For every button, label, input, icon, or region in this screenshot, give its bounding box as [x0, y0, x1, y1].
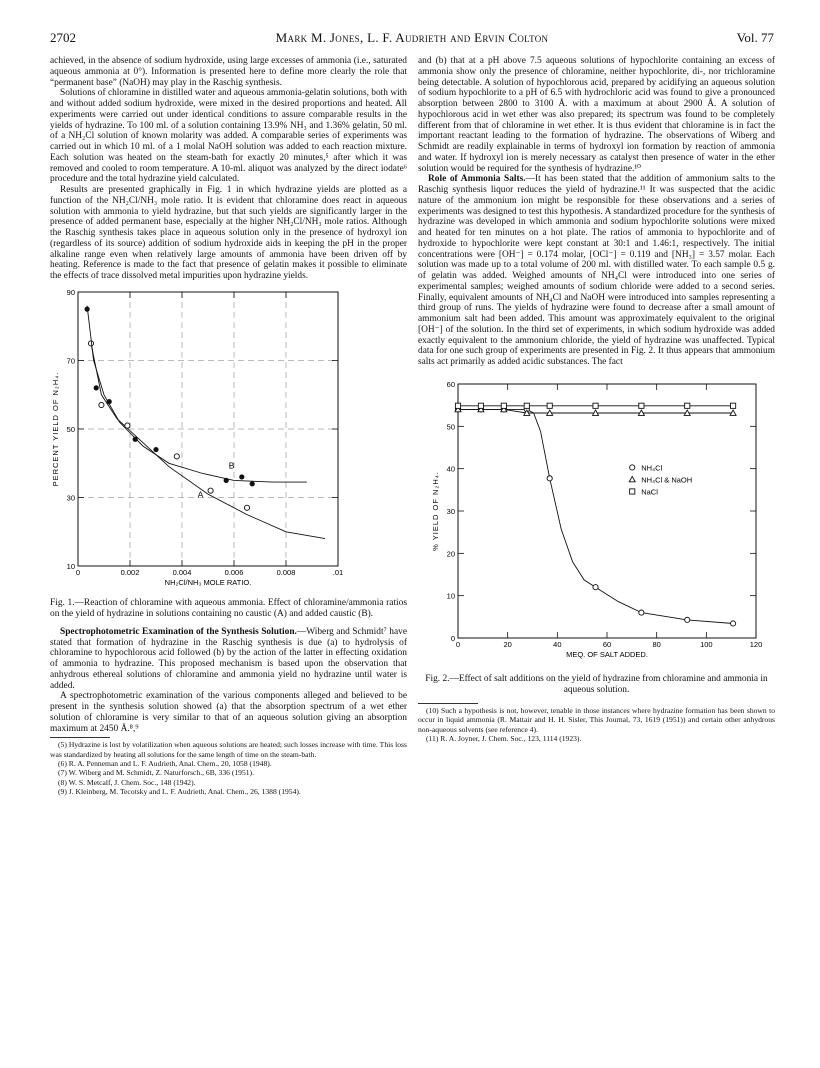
footnotes [418, 706, 775, 744]
data-point [639, 403, 644, 408]
data-point-b [107, 399, 112, 404]
y-tick-label: 0 [450, 633, 455, 643]
data-point [593, 584, 598, 589]
data-point [547, 403, 552, 408]
x-tick-label: 0.008 [276, 567, 296, 577]
y-tick-label: 30 [446, 506, 455, 516]
legend-label: NaCl [641, 487, 658, 497]
x-axis-label: MEQ. OF SALT ADDED. [566, 649, 648, 659]
footnote-rule [50, 737, 110, 738]
legend-marker [630, 489, 635, 494]
paragraph: A spectrophotometric examination of the various components alleged and believed to be present in the synthesis solution showed (a) that the absorption spectrum of a wet ether solution of chloramine is very similar to that of an aqueous solution giving an absorption maximum at 2450 Å.⁸,⁹ [50, 691, 407, 734]
x-tick-label: 0.004 [172, 567, 192, 577]
y-tick-label: 10 [446, 591, 455, 601]
paragraph: Results are presented graphically in Fig. 1 in which hydrazine yields are plotted as a function of the NH₂Cl/NH₃ mole ratio. It is evident that chloramine does react in aqueous solution with ammonia to yield hydrazine, but that such yields are significantly larger in the presence of added permanent base, especially at the higher NH₂Cl/NH₃ mole ratios. Although the Raschig synthesis takes place in aqueous solution only in the presence of hydroxyl ion (regardless of its source) addition of sodium hydroxide aids in keeping the pH in the proper alkaline range even when relatively large amounts of ammonia have been driven off by heating. Reference is made to the fact that presence of gelatin makes it possible to eliminate the effects of trace dissolved metal impurities upon hydrazine yields. [50, 185, 407, 281]
figure-1-chart [50, 286, 350, 596]
volume-label: Vol. 77 [736, 30, 774, 45]
x-tick-label: 120 [749, 639, 763, 649]
x-tick-label: 100 [700, 639, 713, 649]
series-line [458, 409, 733, 623]
data-point-b [85, 306, 90, 311]
y-tick-label: 20 [446, 549, 455, 559]
page-number: 2702 [50, 30, 76, 45]
y-axis-label: % YIELD OF N₂H₄. [431, 470, 440, 551]
data-point [455, 403, 460, 408]
data-point-b [250, 481, 255, 486]
y-tick-label: 40 [446, 464, 455, 474]
x-tick-label: 0 [75, 567, 81, 577]
paragraph: Solutions of chloramine in distilled water and aqueous ammonia-gelatin solutions, both with and without added sodium hydroxide, were mixed in the desired proportions and heated. All experiments were carried out under identical conditions to assure comparable results in the yields of hydrazine. To 100 ml. of a solution containing 13.9% NH₃ and 1.36% gelatin, 50 ml. of a NH₂Cl solution of known molarity was added. A comparable series of experiments was carried out in which 10 ml. of a 1 molal NaOH solution was added to each reaction mixture. Each solution was heated on the steam-bath for exactly 20 minutes,⁵ after which it was removed and cooled to room temperature. A 10-ml. aliquot was analyzed by the direct iodate⁶ procedure and the total hydrazine yield calculated. [50, 88, 407, 185]
plot-frame [458, 384, 756, 638]
data-point-a [125, 423, 130, 428]
section-heading: Spectrophotometric Examination of the Synthesis Solution. [60, 626, 297, 637]
x-tick-label: 40 [553, 639, 562, 649]
legend-label: NH₄Cl & NaOH [641, 475, 693, 485]
footnote: (7) W. Wiberg and M. Schmidt, Z. Naturforsch., 6B, 336 (1951). [58, 768, 254, 778]
x-tick-label: 0.006 [224, 567, 244, 577]
footnote: (9) J. Kleinberg, M. Tecotsky and L. F. Audrieth, Anal. Chem., 26, 1388 (1954). [58, 787, 301, 797]
y-tick-label: 50 [446, 422, 455, 432]
y-tick-label: 30 [66, 493, 75, 503]
footnote: (11) R. A. Joyner, J. Chem. Soc., 123, 1114 (1923). [426, 733, 582, 743]
data-point [547, 475, 552, 480]
y-axis-label: PERCENT YIELD OF N₂H₄. [51, 371, 60, 487]
data-point [685, 617, 690, 622]
x-tick-label: 0.002 [120, 567, 140, 577]
y-tick-label: 90 [66, 287, 75, 297]
data-point-b [224, 478, 229, 483]
data-point [639, 610, 644, 615]
data-point-a [99, 402, 104, 407]
series-curve-b [87, 305, 307, 481]
y-tick-label: 60 [446, 379, 455, 389]
data-point-b [153, 447, 158, 452]
series-curve-a [91, 343, 325, 538]
data-point-b [239, 474, 244, 479]
section-heading: Role of Ammonia Salts. [428, 174, 526, 185]
footnote: (5) Hydrazine is lost by volatilization when aqueous solutions are heated; such losses increase with time. This loss was standardized by heating all solutions for the same length of time on the steam-bath. [50, 740, 407, 759]
legend-marker [630, 465, 635, 470]
page-header [50, 30, 774, 48]
data-point [730, 621, 735, 626]
figure-2-chart [418, 372, 775, 672]
paragraph: and (b) that at a pH above 7.5 aqueous solutions of hypochlorite containing an excess of ammonia show only the presence of chloramine, neither hypochlorite, di-, nor trichloramine being detectable. A solution of hypochlorous acid, prepared by acidifying an aqueous solution of sodium hypochlorite to a pH of 6.5 with hydrochloric acid was found to give a pronounced absorption between 2800 to 3100 Å. with a maximum at about 2900 Å. A solution of hypochlorous acid in wet ether was also prepared; its spectrum was found to be completely different from that of chloramine in wet ether. It is thus evident that chloramine is in fact the important reactant leading to the formation of hydrazine. The observations of Wiberg and Schmidt are readily explainable in terms of hydroxyl ion formation by reaction of ammonia and water. If hydroxyl ion is merely necessary as catalyst then presence of water in the ether solution would be required for the synthesis of hydrazine.¹⁰ [418, 56, 775, 174]
legend-label: NH₄Cl [641, 463, 663, 473]
x-tick-label: 0 [455, 639, 461, 649]
data-point-b [94, 385, 99, 390]
footnote: (10) Such a hypothesis is not, however, tenable in those instances where hydrazine formation has been shown to occur in liquid ammonia (R. Mattair and H. H. Sisler, This Journal, 73, 1619 (1951)) and certain other anhydrous non-aqueous solvents (see reference 4). [418, 705, 775, 734]
x-axis-label: NH₂Cl/NH₃ MOLE RATIO. [164, 577, 252, 587]
data-point [478, 403, 483, 408]
figure-1-caption: Fig. 1.—Reaction of chloramine with aqueous ammonia. Effect of chloramine/ammonia ratios on the yield of hydrazine in solutions containing no caustic (A) and added caustic (B). [50, 597, 407, 620]
curve-label-a: A [197, 489, 204, 500]
data-point [730, 403, 735, 408]
data-point-b [133, 436, 138, 441]
x-tick-label: 80 [652, 639, 661, 649]
paragraph: —Wiberg and Schmidt⁷ have stated that formation of hydrazine in the Raschig synthesis is due (a) to hydrolysis of chloramine to hypochlorous acid followed (b) by the action of the latter in effecting oxidation of ammonia to hydrazine. This proposed mechanism is based upon the observation that anhydrous ethereal solutions of chloramine and ammonia yield no hydrazine until water is added. [50, 626, 407, 691]
footnote-rule [418, 703, 478, 704]
paragraph: achieved, in the absence of sodium hydroxide, using large excesses of ammonia (i.e., saturated aqueous ammonia at 0°). Information is presented here to define more clearly the role that “permanent base” (NaOH) may play in the Raschig synthesis. [50, 56, 407, 88]
y-tick-label: 50 [66, 424, 75, 434]
paragraph: —It has been stated that the addition of ammonium salts to the Raschig synthesis liquor reduces the yield of hydrazine.¹¹ It was suspected that the acidic nature of the ammonium ion might be responsible for these observations and a series of experiments was designed to test this hypothesis. A standardized procedure for the synthesis of hydrazine was developed in which ammonia and sodium hypochlorite solutions were mixed and heated for ten minutes on a hot plate. The ratios of ammonia to hypochlorite and of hydroxide to hypochlorite were kept constant at 30:1 and 1.46:1, respectively. The initial concentrations were [OH⁻] = 0.174 molar, [OCl⁻] = 0.119 and [NH₃] = 3.57 molar. Each solution was made up to a total volume of 200 ml. with distilled water. To each sample 0.5 g. of gelatin was added. Weighed amounts of NH₄Cl were introduced into one series of experimental samples; weighed amounts of sodium chloride were added to a second series. Finally, equivalent amounts of NH₄Cl and NaOH were introduced into samples representing a third group of runs. The yields of hydrazine were found to decrease after a small amount of ammonium salt had been added. This amount was approximately equivalent to the original [OH⁻] of the solution. In the third set of experiments, in which sodium hydroxide was added exactly equivalent to the ammonium chloride, the yield of hydrazine was unaffected. Typical data for one such group of experiments are presented in Fig. 2. It thus appears that ammonium salts act primarily as added acidic substances. The fact [418, 174, 776, 367]
data-point-a [174, 454, 179, 459]
running-authors: Mark M. Jones, L. F. Audrieth and Ervin Colton [275, 30, 549, 45]
footnote: (6) R. A. Penneman and L. F. Audrieth, Anal. Chem., 20, 1058 (1948). [58, 759, 272, 769]
curve-label-b: B [228, 460, 235, 471]
x-tick-label: 20 [503, 639, 512, 649]
y-tick-label: 70 [66, 356, 75, 366]
data-point [524, 403, 529, 408]
footnote: (8) W. S. Metcalf, J. Chem. Soc., 148 (1942). [58, 777, 196, 787]
figure-2-caption: Fig. 2.—Effect of salt additions on the yield of hydrazine from chloramine and ammonia in aqueous solution. [425, 673, 768, 696]
data-point-a [208, 488, 213, 493]
data-point [501, 403, 506, 408]
data-point-a [244, 505, 249, 510]
data-point [685, 403, 690, 408]
y-tick-label: 10 [66, 561, 75, 571]
x-tick-label: .01 [332, 567, 344, 577]
x-tick-label: 60 [602, 639, 612, 649]
data-point [593, 403, 598, 408]
legend-marker [629, 476, 635, 481]
left-column [50, 56, 407, 797]
right-column [418, 56, 775, 743]
footnotes [50, 740, 407, 796]
